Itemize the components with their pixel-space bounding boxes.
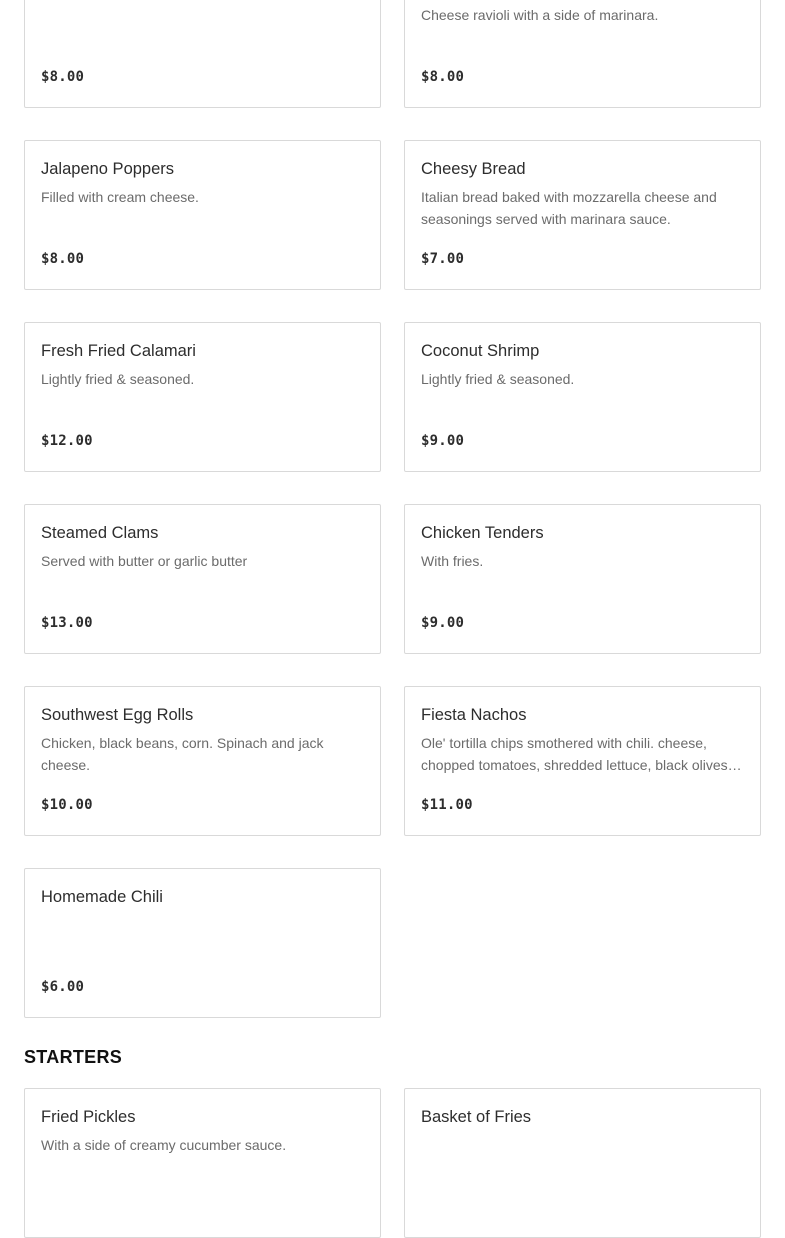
menu-item-card[interactable] (24, 868, 381, 1018)
menu-item-card[interactable] (24, 1088, 381, 1238)
menu-item-price: $13.00 (41, 615, 93, 631)
menu-item-name: Homemade Chili (41, 888, 163, 906)
menu-item-price: $10.00 (41, 797, 93, 813)
menu-item-name: Jalapeno Poppers (41, 160, 175, 178)
menu-item-description: With fries. (421, 553, 484, 569)
menu-item-description: Filled with cream cheese. (41, 189, 199, 205)
menu-item-description: Lightly fried & seasoned. (421, 371, 575, 387)
menu-item-name: Fiesta Nachos (421, 706, 527, 724)
menu-item-price: $9.00 (421, 615, 465, 631)
menu-item-card[interactable] (404, 1088, 761, 1238)
menu-item-description: Served with butter or garlic butter (41, 553, 248, 569)
menu-item-card[interactable] (24, 322, 381, 472)
menu-item-name: Coconut Shrimp (421, 342, 540, 360)
menu-item-card[interactable] (404, 140, 761, 290)
menu-item-price: $12.00 (41, 433, 93, 449)
menu-item-card[interactable] (404, 686, 761, 836)
menu-item-card[interactable] (404, 322, 761, 472)
menu-item-name: Basket of Fries (421, 1108, 532, 1126)
menu-item-price: $8.00 (421, 69, 465, 85)
menu-item-card[interactable] (404, 0, 761, 108)
menu-item-name: Steamed Clams (41, 524, 159, 542)
menu-item-description: Lightly fried & seasoned. (41, 371, 195, 387)
menu-item-description: Chicken, black beans, corn. Spinach and jack cheese. (41, 735, 324, 773)
menu-item-card[interactable] (24, 140, 381, 290)
menu-item-description: Cheese ravioli with a side of marinara. (421, 7, 659, 23)
menu-item-price: $8.00 (41, 251, 85, 267)
menu-item-card[interactable] (404, 504, 761, 654)
starters-grid (24, 1088, 761, 1238)
menu-item-description: With a side of creamy cucumber sauce. (41, 1137, 287, 1153)
menu-item-price: $7.00 (421, 251, 465, 267)
menu-item-card[interactable] (24, 0, 381, 108)
menu-item-name: Southwest Egg Rolls (41, 706, 194, 724)
menu-item-price: $9.00 (421, 433, 465, 449)
menu-item-description: Ole' tortilla chips smothered with chili. cheese, chopped tomatoes, shredded lettuce, black olives… (421, 735, 742, 773)
menu-item-price: $6.00 (41, 979, 85, 995)
menu-item-card[interactable] (24, 686, 381, 836)
menu-item-price: $11.00 (421, 797, 473, 813)
menu-item-description: Italian bread baked with mozzarella cheese and seasonings served with marinara sauce. (421, 189, 717, 227)
menu-item-name: Fried Pickles (41, 1108, 136, 1126)
menu-item-card[interactable] (24, 504, 381, 654)
menu-item-name: Chicken Tenders (421, 524, 544, 542)
menu-item-name: Fresh Fried Calamari (41, 342, 196, 360)
section-title-starters: STARTERS (24, 1047, 123, 1067)
menu-item-name: Cheesy Bread (421, 160, 526, 178)
appetizers-grid (24, 0, 761, 1018)
menu-item-price: $8.00 (41, 69, 85, 85)
